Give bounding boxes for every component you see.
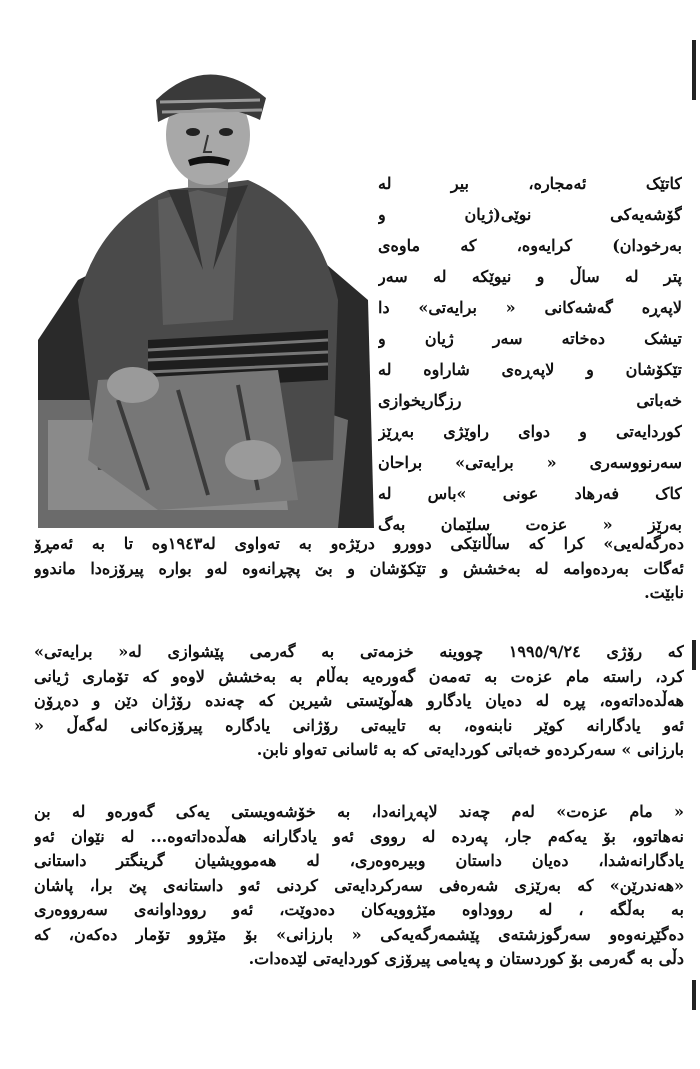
side-line: تێکۆشان و لاپەڕەی شاراوە لە bbox=[378, 360, 682, 379]
paragraph-2 bbox=[34, 640, 684, 763]
side-column-text bbox=[378, 168, 682, 540]
paragraph-line: یادگارانەشدا، دەیان داستان وبیرەوەری، لە هەموویشیان گرینگتر داستانی bbox=[34, 851, 684, 870]
paragraph-line: « مام عزەت» لەم چەند لاپەڕانەدا، بە خۆشەویستی یەکی گەورەو لە بن bbox=[34, 802, 684, 821]
paragraph-line: ئەو یادگارانە کوێر نابنەوە، بە تایبەتی رۆژانی یادگارە پیرۆزەکانی لەگەڵ « bbox=[34, 715, 684, 735]
paragraph-line: «هەندرێن» کە بەرێزی شەرەفی سەرکردایەتی کردنی ئەو داستانەی پێ برا، پاشان bbox=[34, 875, 684, 895]
side-line: بەرخودان) کرایەوە، کە ماوەی bbox=[378, 236, 682, 255]
paragraph-line: دڵی بە گەرمی بۆ کوردستان و پەیامی پیرۆزی کوردایەتی لێدەدات. bbox=[248, 949, 684, 968]
side-line: خەباتی رزگاریخوازی bbox=[378, 391, 682, 410]
paragraph-line: کە رۆژی ١٩٩٥/٩/٢٤ چووینە خزمەتی بە گەرمی پێشوازی لە« برایەتی» bbox=[34, 642, 684, 661]
side-line: تیشک دەخاتە سەر ژیان و bbox=[378, 329, 682, 348]
paragraph-1 bbox=[34, 532, 684, 606]
paragraph-line: نابێت. bbox=[644, 583, 684, 602]
paragraph-line: دەگێڕنەوەو سەرگوزشتەی پێشمەرگەیەکی « بارزانی» بۆ مێژوو تۆمار دەکەن، کە bbox=[34, 924, 684, 944]
scan-edge-mark bbox=[692, 640, 696, 670]
side-line: گۆشەیەکی نوێی(ژیان و bbox=[378, 205, 682, 224]
paragraph-line: هەڵدەداتەوە، پڕە لە دەیان یادگارو هەڵوێستی شیرین کە چەندە رۆژان دێن و دەڕۆن bbox=[34, 691, 684, 710]
side-line: کوردایەتی و دوای راوێژی بەڕێز bbox=[378, 422, 682, 441]
scan-edge-mark bbox=[692, 40, 696, 100]
side-line: کاتێک ئەمجارە، بیر لە bbox=[378, 174, 682, 193]
paragraph-line: بە بەڵگە ، لە رووداوە مێژوویەکان دەدوێت، ئەو رووداوانەی سەرووەری bbox=[34, 900, 684, 919]
side-line: سەرنووسەری « برایەتی» براحان bbox=[378, 453, 682, 472]
paragraph-line: بارزانی » سەرکردەو خەباتی کوردایەتی کە بە ئاسانی تەواو نابن. bbox=[256, 740, 684, 759]
side-line: لاپەڕە گەشەکانی « برایەتی» دا bbox=[378, 298, 682, 317]
paragraph-3 bbox=[34, 800, 684, 972]
portrait-photo-icon bbox=[38, 40, 374, 528]
side-line: پتر لە ساڵ و نیوێکە لە سەر bbox=[378, 267, 682, 286]
paragraph-line: نەهاتوو، بۆ یەکەم جار، پەردە لە رووی ئەو یادگارانە هەڵدەداتەوە... لە نێوان ئەو bbox=[34, 826, 684, 846]
paragraph-line: دەرگەلەیی» کرا کە ساڵانێکی دوورو درێژەو بە تەواوی لە١٩٤٣وە تا بە ئەمڕۆ bbox=[34, 534, 684, 553]
scan-edge-mark bbox=[692, 980, 696, 1010]
paragraph-line: کرد، راستە مام عزەت بە تەمەن گەورەیە بەڵام بە بەخشش لاوەو کە تۆماری ژیانی bbox=[34, 666, 684, 686]
side-line: بەرێز « عزەت سلێمان بەگ bbox=[378, 515, 682, 534]
side-line: کاک فەرهاد عونی »باس لە bbox=[378, 484, 682, 503]
paragraph-line: ئەگات بەردەوامە لە بەخشش و تێکۆشان و بێ پچڕانەوە لەو بوارە پیرۆزەدا ماندوو bbox=[34, 558, 684, 578]
portrait-photo bbox=[38, 40, 374, 528]
